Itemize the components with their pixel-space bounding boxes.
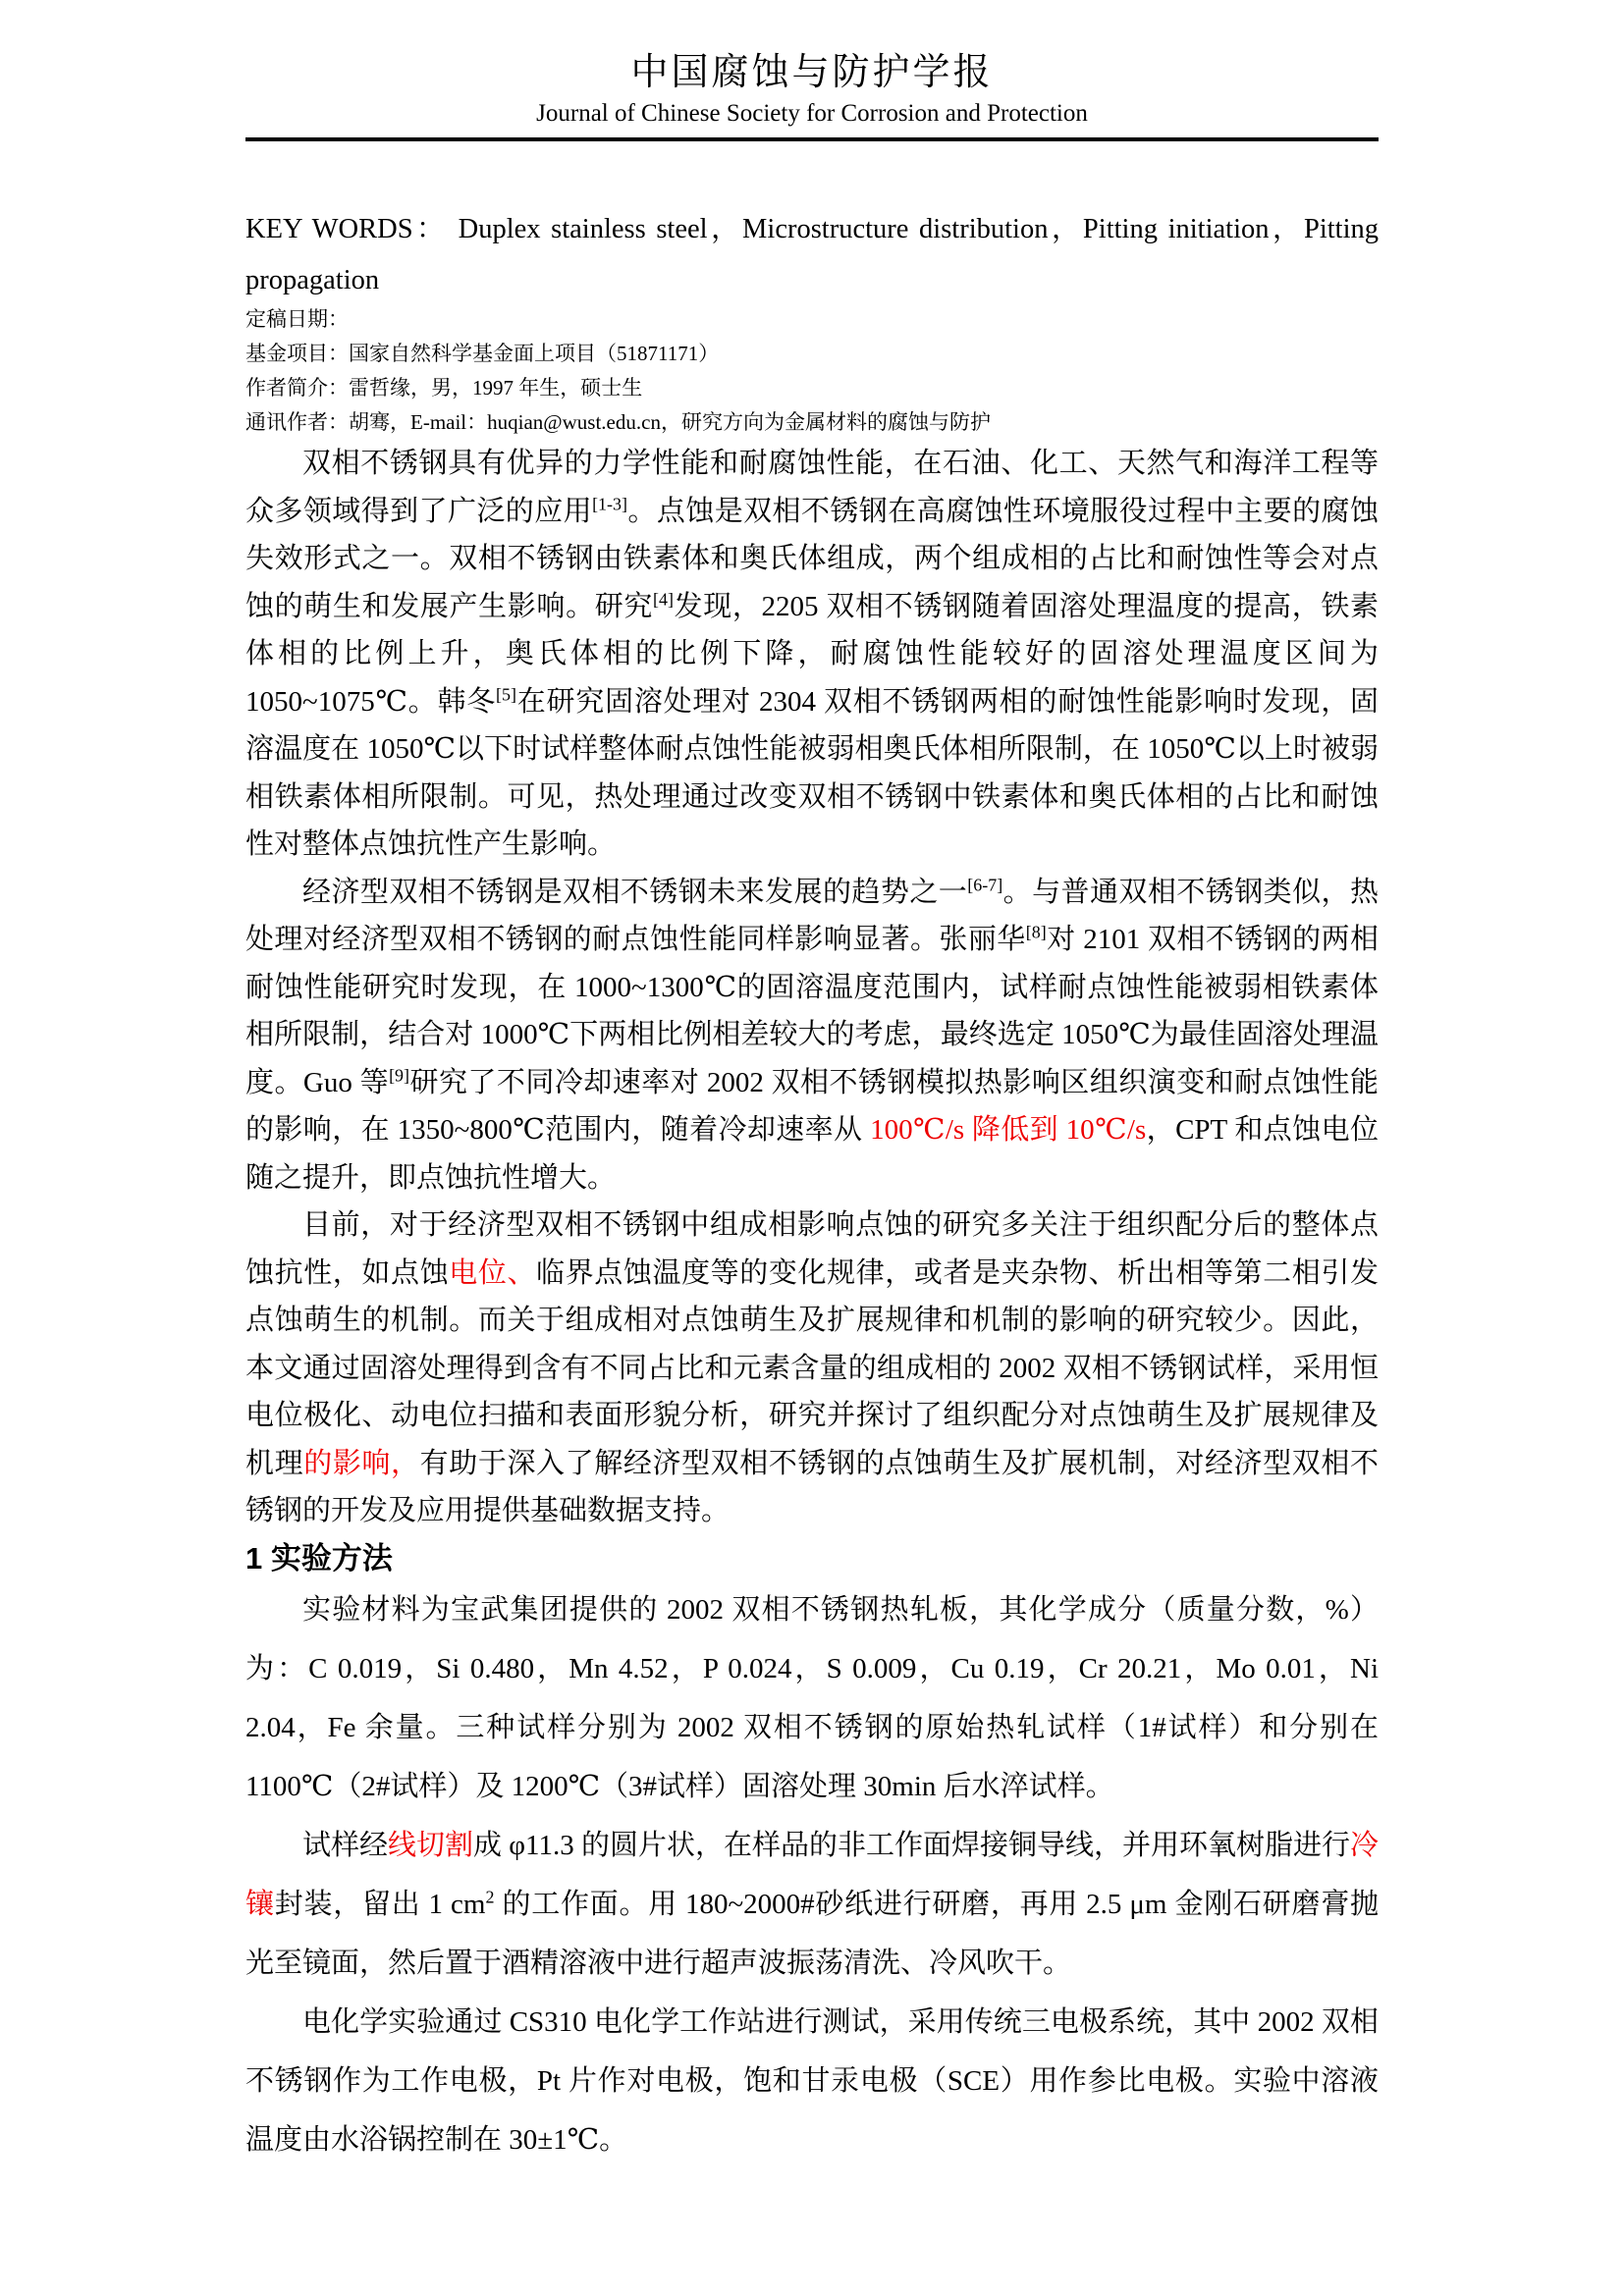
text-run: 有助于深入了解经济型双相不锈钢的点蚀萌生及扩展机制，对经济型双相不锈钢的开发及应用提供基础数据支持。 (245, 1447, 1379, 1526)
paragraph-method-3 (245, 1993, 1379, 2169)
paragraph-intro-2 (245, 869, 1379, 1202)
text-run: 实验材料为宝武集团提供的 2002 双相不锈钢热轧板，其化学成分（质量分数，%）为：C 0.019，Si 0.480，Mn 4.52，P 0.024，S 0.009，Cu 0.19，Cr 20.21，Mo 0.01，Ni 2.04，Fe 余量。三种试样分别为 2002 双相不锈钢的原始热轧试样（1#试样）和分别在 1100℃（2#试样）及 1200℃（3#试样）固溶处理 30min 后水淬试样。 (245, 1593, 1379, 1802)
keywords-line-1: KEY WORDS： Duplex stainless steel，Microstructure distribution，Pitting initiation，Pitting (245, 214, 1379, 244)
meta-finalized-date: 定稿日期： (245, 307, 349, 331)
text-run: 的工作面。用 180~2000#砂纸进行研磨，再用 2.5 μm 金刚石研磨膏抛光至镜面，然后置于酒精溶液中进行超声波振荡清洗、冷风吹干。 (245, 1888, 1379, 1979)
document-body (245, 440, 1379, 2169)
paragraph-intro-1 (245, 440, 1379, 869)
text-run: 目前，对于经济型双相不锈钢中组成相影响点蚀的研究多关注于组织配分后的整体点蚀抗性，如点蚀 (245, 1209, 1379, 1289)
journal-title-en: Journal of Chinese Society for Corrosion and Protection (536, 100, 1088, 127)
text-run: 试样经 (302, 1829, 389, 1861)
text-run: 对 2101 双相不锈钢的两相耐蚀性能研究时发现，在 1000~1300℃的固溶温度范围内，试样耐点蚀性能被弱相铁素体相所限制，结合对 1000℃下两相比例相差较大的考虑，最终选定 1050℃为最佳固溶处理温度。Guo 等 (245, 924, 1379, 1098)
journal-title-zh: 中国腐蚀与防护学报 (630, 52, 994, 93)
highlighted-text: 100℃/s 降低到 10℃/s (870, 1114, 1147, 1146)
text-run: 发现，2205 双相不锈钢随着固溶处理温度的提高，铁素体相的比例上升，奥氏体相的比例下降，耐腐蚀性能较好的固溶处理温度区间为 1050~1075℃。韩冬 (245, 590, 1379, 718)
reference-superscript: [1-3] (592, 493, 627, 513)
reference-superscript: [6-7] (967, 874, 1003, 894)
highlighted-text: 线切割 (388, 1829, 474, 1861)
text-run: ，CPT 和点蚀电位随之提升，即点蚀抗性增大。 (245, 1114, 1379, 1194)
meta-funding: 基金项目：国家自然科学基金面上项目（51871171） (245, 342, 720, 365)
reference-superscript: [4] (653, 588, 674, 609)
highlighted-text: 电位、 (449, 1256, 537, 1289)
paragraph-method-2 (245, 1816, 1379, 1993)
journal-header (245, 0, 1379, 141)
text-run: 成 φ11.3 的圆片状，在样品的非工作面焊接铜导线，并用环氧树脂进行 (473, 1829, 1350, 1861)
section-heading-experimental-method: 1 实验方法 (245, 1540, 393, 1575)
text-run: 双相不锈钢具有优异的力学性能和耐腐蚀性能，在石油、化工、天然气和海洋工程等众多领域得到了广泛的应用 (245, 448, 1379, 527)
keywords-block (245, 204, 1379, 306)
text-run: 临界点蚀温度等的变化规律，或者是夹杂物、析出相等第二相引发点蚀萌生的机制。而关于组成相对点蚀萌生及扩展规律和机制的影响的研究较少。因此，本文通过固溶处理得到含有不同占比和元素含量的组成相的 2002 双相不锈钢试样，采用恒电位极化、动电位扫描和表面形貌分析，研究并探讨了组织配分对点蚀萌生及扩展规律及机理 (245, 1256, 1379, 1479)
highlighted-text: 的影响， (303, 1447, 420, 1479)
text-run: 在研究固溶处理对 2304 双相不锈钢两相的耐蚀性能影响时发现，固溶温度在 1050℃以下时试样整体耐点蚀性能被弱相奥氏体相所限制，在 1050℃以上时被弱相铁素体相所限制。可见，热处理通过改变双相不锈钢中铁素体和奥氏体相的占比和耐蚀性对整体点蚀抗性产生影响。 (245, 685, 1379, 860)
reference-superscript: [8] (1025, 922, 1047, 942)
meta-corresponding-author: 通讯作者：胡骞，E-mail：huqian@wust.edu.cn，研究方向为金属材料的腐蚀与防护 (245, 410, 991, 434)
meta-author-bio: 作者简介：雷哲缘，男，1997 年生，硕士生 (245, 376, 643, 400)
keywords-line-2: propagation (245, 265, 380, 295)
text-run: 。与普通双相不锈钢类似，热处理对经济型双相不锈钢的耐点蚀性能同样影响显著。张丽华 (245, 876, 1379, 955)
highlighted-text: 冷镶 (245, 1829, 1379, 1920)
text-run: 封装，留出 1 cm (274, 1888, 486, 1920)
text-run: 电化学实验通过 CS310 电化学工作站进行测试，采用传统三电极系统，其中 2002 双相不锈钢作为工作电极，Pt 片作对电极，饱和甘汞电极（SCE）用作参比电极。实验中溶液温度由水浴锅控制在 30±1℃。 (245, 2005, 1379, 2156)
text-run: 研究了不同冷却速率对 2002 双相不锈钢模拟热影响区组织演变和耐点蚀性能的影响，在 1350~800℃范围内，随着冷却速率从 (245, 1066, 1379, 1146)
reference-superscript: [5] (496, 683, 516, 704)
paragraph-intro-3 (245, 1201, 1379, 1535)
reference-superscript: 2 (485, 1886, 495, 1906)
text-run: 。点蚀是双相不锈钢在高腐蚀性环境服役过程中主要的腐蚀失效形式之一。双相不锈钢由铁素体和奥氏体组成，两个组成相的占比和耐蚀性等会对点蚀的萌生和发展产生影响。研究 (245, 495, 1379, 622)
manuscript-meta (245, 302, 1379, 440)
text-run: 经济型双相不锈钢是双相不锈钢未来发展的趋势之一 (302, 876, 968, 908)
reference-superscript: [9] (389, 1064, 410, 1085)
paragraph-method-1 (245, 1580, 1379, 1816)
